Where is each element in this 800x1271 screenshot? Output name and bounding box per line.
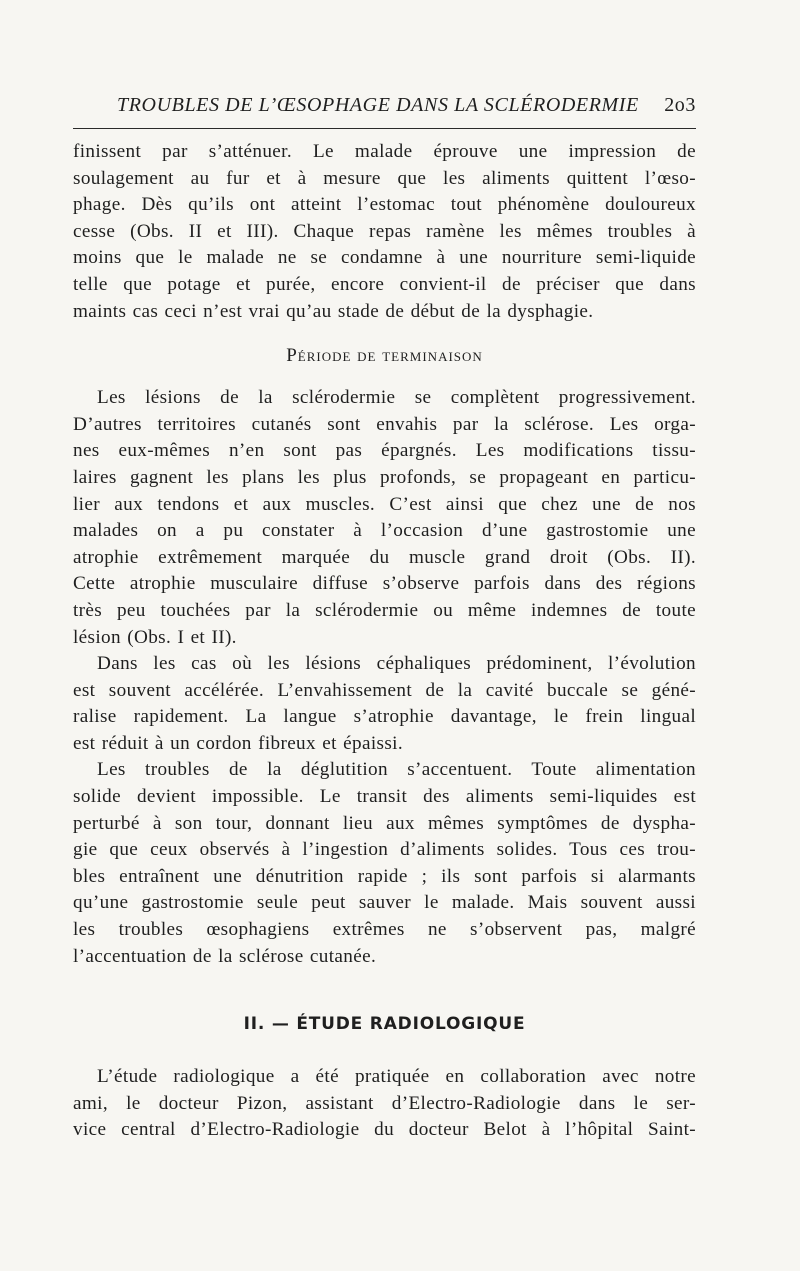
text-line: telle que potage et purée, encore convient-il de préciser que dans bbox=[73, 273, 696, 295]
page-number: 2o3 bbox=[664, 94, 696, 116]
text-line: solide devient impossible. Le transit des aliments semi-liquides est bbox=[73, 786, 696, 808]
text-line: atrophie extrêmement marquée du muscle grand droit (Obs. II). bbox=[73, 546, 696, 568]
paragraph bbox=[73, 757, 696, 970]
text-line: cesse (Obs. II et III). Chaque repas ramène les mêmes troubles à bbox=[73, 220, 696, 242]
text-line: est réduit à un cordon fibreux et épaissi. bbox=[73, 732, 404, 754]
text-line: soulagement au fur et à mesure que les aliments quittent l’œso- bbox=[73, 167, 696, 189]
text-line: est souvent accélérée. L’envahissement de la cavité buccale se géné- bbox=[73, 679, 696, 701]
running-head-title: TROUBLES DE L’ŒSOPHAGE DANS LA SCLÉRODERMIE bbox=[117, 94, 639, 116]
book-page bbox=[73, 92, 696, 1144]
text-line: nes eux-mêmes n’en sont pas épargnés. Les modifications tissu- bbox=[73, 440, 696, 462]
subsection-heading: Période de terminaison bbox=[286, 345, 483, 367]
text-line: Dans les cas où les lésions céphaliques prédominent, l’évolution bbox=[97, 653, 696, 675]
text-line: gie que ceux observés à l’ingestion d’aliments solides. Tous ces trou- bbox=[73, 839, 696, 861]
text-line: malades on a pu constater à l’occasion d’une gastrostomie une bbox=[73, 520, 696, 542]
text-line: vice central d’Electro-Radiologie du docteur Belot à l’hôpital Saint- bbox=[73, 1119, 696, 1141]
paragraph bbox=[73, 651, 696, 757]
text-line: Les lésions de la sclérodermie se complètent progressivement. bbox=[97, 387, 696, 409]
text-line: finissent par s’atténuer. Le malade éprouve une impression de bbox=[73, 141, 696, 162]
text-line: maints cas ceci n’est vrai qu’au stade de début de la dysphagie. bbox=[73, 300, 594, 322]
text-line: Cette atrophie musculaire diffuse s’observe parfois dans des régions bbox=[73, 573, 696, 595]
section-heading: II. — ÉTUDE RADIOLOGIQUE bbox=[243, 1014, 526, 1035]
running-head bbox=[73, 92, 696, 122]
text-line: lier aux tendons et aux muscles. C’est ainsi que chez une de nos bbox=[73, 493, 696, 515]
text-line: phage. Dès qu’ils ont atteint l’estomac tout phénomène douloureux bbox=[73, 194, 696, 216]
text-line: les troubles œsophagiens extrêmes ne s’observent pas, malgré bbox=[73, 919, 696, 941]
paragraph bbox=[73, 385, 696, 651]
text-line: qu’une gastrostomie seule peut sauver le malade. Mais souvent aussi bbox=[73, 892, 696, 914]
text-line: ami, le docteur Pizon, assistant d’Electro-Radiologie dans le ser- bbox=[73, 1092, 696, 1114]
paragraph bbox=[73, 1064, 696, 1144]
text-line: L’étude radiologique a été pratiquée en collaboration avec notre bbox=[97, 1066, 696, 1088]
text-line: bles entraînent une dénutrition rapide ; ils sont parfois si alarmants bbox=[73, 865, 696, 887]
text-line: lésion (Obs. I et II). bbox=[73, 626, 237, 648]
text-line: laires gagnent les plans les plus profonds, se propageant en particu- bbox=[73, 466, 696, 488]
text-line: très peu touchées par la sclérodermie ou même indemnes de toute bbox=[73, 599, 696, 621]
text-line: perturbé à son tour, donnant lieu aux mêmes symptômes de dyspha- bbox=[73, 812, 696, 834]
text-line: Les troubles de la déglutition s’accentuent. Toute alimentation bbox=[97, 759, 696, 781]
paragraph-continuation bbox=[73, 139, 696, 325]
header-rule bbox=[73, 128, 696, 129]
text-line: moins que le malade ne se condamne à une nourriture semi-liquide bbox=[73, 247, 696, 269]
text-line: l’accentuation de la sclérose cutanée. bbox=[73, 945, 377, 967]
text-line: D’autres territoires cutanés sont envahis par la sclérose. Les orga- bbox=[73, 413, 696, 435]
text-line: ralise rapidement. La langue s’atrophie davantage, le frein lingual bbox=[73, 706, 696, 728]
